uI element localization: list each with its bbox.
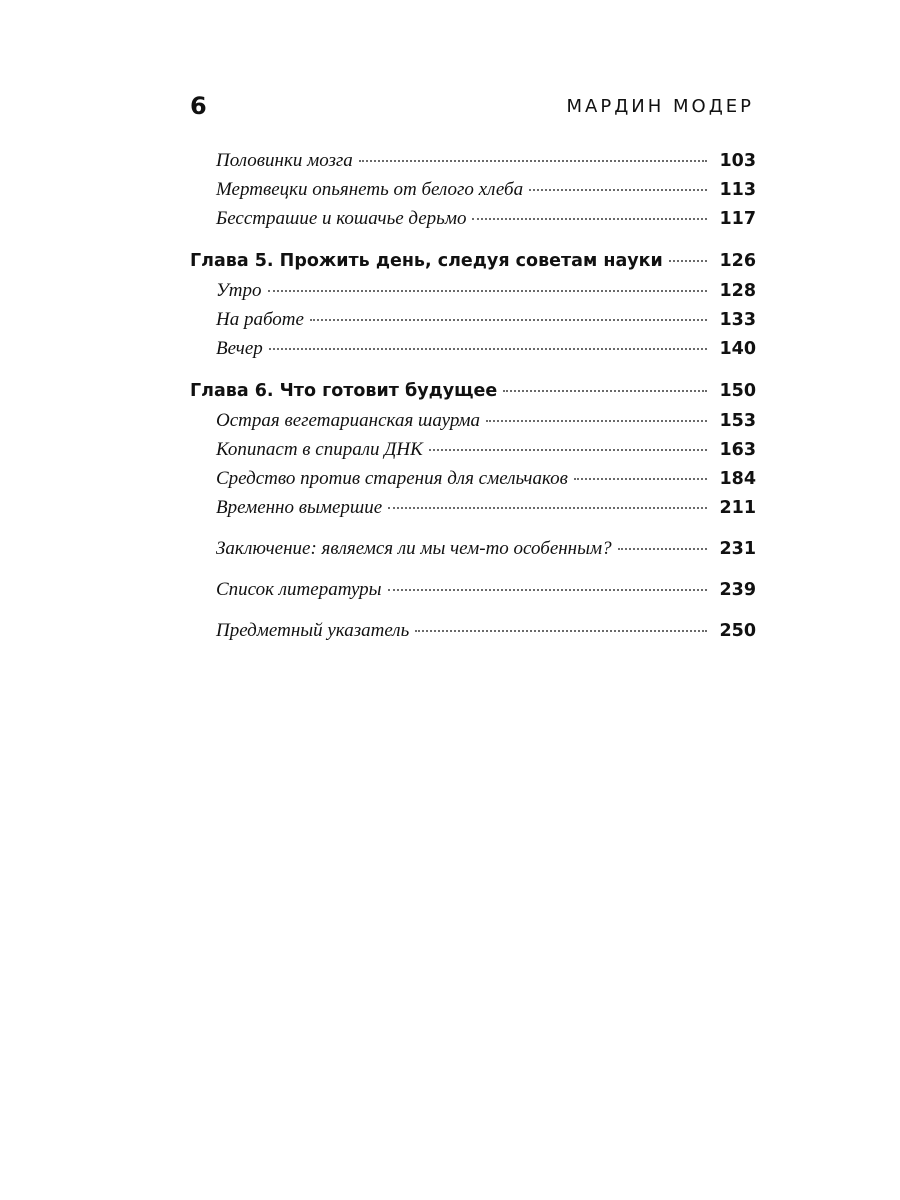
toc-entry-title: Бесстрашие и кошачье дерьмо [216, 208, 467, 229]
dot-leader [503, 390, 707, 392]
toc-entry-page: 239 [719, 580, 756, 600]
dot-leader [388, 507, 707, 509]
toc-entry-page: 117 [719, 209, 756, 229]
toc-entry [190, 410, 756, 439]
toc-chapter [190, 381, 756, 410]
toc-entry-title: Средство против старения для смельчаков [216, 468, 568, 489]
toc-entry-title: Утро [216, 280, 262, 301]
toc-entry [190, 439, 756, 468]
toc-entry [190, 309, 756, 338]
toc-entry-title: Вечер [216, 338, 263, 359]
toc-chapter-page: 126 [719, 251, 756, 271]
toc-entry [190, 208, 756, 237]
toc-entry-title: Список литературы [216, 579, 382, 600]
dot-leader [310, 319, 708, 321]
toc-entry [190, 468, 756, 497]
toc-entry-title: Заключение: являемся ли мы чем-то особенным? [216, 538, 612, 559]
dot-leader [429, 449, 708, 451]
toc-entry-page: 113 [719, 180, 756, 200]
toc-entry [190, 150, 756, 179]
toc-entry-page: 250 [719, 621, 756, 641]
toc-entry [190, 179, 756, 208]
toc-entry-title: Мертвецки опьянеть от белого хлеба [216, 179, 524, 200]
toc-entry-page: 231 [719, 539, 756, 559]
table-of-contents [190, 150, 756, 649]
dot-leader [388, 589, 708, 591]
toc-entry-page: 184 [719, 469, 756, 489]
toc-entry-title: Копипаст в спирали ДНК [216, 439, 423, 460]
toc-entry-page: 133 [719, 310, 756, 330]
toc-entry-title: Временно вымершие [216, 497, 383, 518]
page-number: 6 [190, 92, 207, 120]
dot-leader [618, 548, 708, 550]
toc-entry [190, 338, 756, 367]
dot-leader [472, 218, 707, 220]
toc-entry-page: 163 [719, 440, 756, 460]
toc-entry-page: 128 [719, 281, 756, 301]
toc-entry-title: На работе [216, 309, 304, 330]
toc-entry-conclusion [190, 538, 756, 567]
toc-entry-title: Половинки мозга [216, 150, 353, 171]
toc-chapter-page: 150 [719, 381, 756, 401]
toc-chapter-title: Глава 5. Прожить день, следуя советам науки [190, 251, 663, 271]
dot-leader [268, 290, 708, 292]
dot-leader [574, 478, 708, 480]
toc-entry [190, 497, 756, 526]
dot-leader [415, 630, 707, 632]
toc-entry-index [190, 620, 756, 649]
toc-chapter [190, 251, 756, 280]
toc-entry-page: 103 [719, 151, 756, 171]
dot-leader [359, 160, 708, 162]
dot-leader [269, 348, 708, 350]
dot-leader [669, 260, 708, 262]
toc-entry-bibliography [190, 579, 756, 608]
toc-entry-title: Предметный указатель [216, 620, 410, 641]
toc-entry-page: 140 [719, 339, 756, 359]
toc-entry-title: Острая вегетарианская шаурма [216, 410, 480, 431]
toc-entry-page: 211 [719, 498, 756, 518]
toc-chapter-title: Глава 6. Что готовит будущее [190, 381, 498, 401]
dot-leader [529, 189, 707, 191]
dot-leader [486, 420, 707, 422]
running-head-author: МАРДИН МОДЕР [566, 96, 754, 117]
toc-entry [190, 280, 756, 309]
toc-entry-page: 153 [719, 411, 756, 431]
